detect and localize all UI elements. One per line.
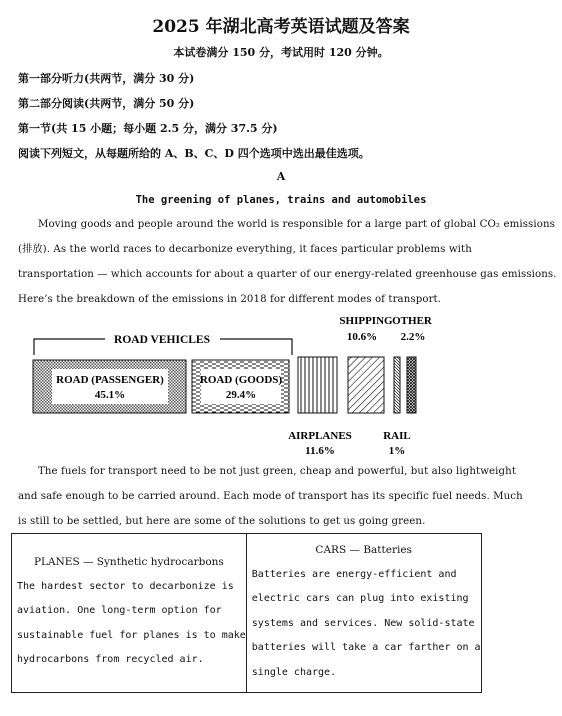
airplanes-value: 11.6% xyxy=(305,445,335,457)
shipping-label: SHIPPING xyxy=(339,315,393,327)
fuel-paragraph xyxy=(18,459,548,534)
cars-text xyxy=(247,563,481,686)
other-label: OTHER xyxy=(392,315,432,327)
rail-value: 1% xyxy=(388,445,406,457)
cars-line: batteries will take a car farther on a xyxy=(251,642,481,653)
fuel-line: is still to be settled, but here are some of the solutions to get us going green. xyxy=(18,516,426,527)
intro-line: Moving goods and people around the world is responsible for a large part of global CO₂ emissions xyxy=(38,219,555,230)
bar-road-passenger-label: ROAD (PASSENGER) xyxy=(56,374,164,386)
planes-cell xyxy=(12,534,247,693)
bar-road-passenger-value: 45.1% xyxy=(94,389,126,401)
emissions-chart xyxy=(0,305,562,460)
section-reading: 第二部分阅读(共两节，满分 50 分) xyxy=(18,97,195,110)
solutions-table xyxy=(11,533,482,693)
shipping-value: 10.6% xyxy=(346,331,378,343)
bar-other xyxy=(407,357,416,413)
road-vehicles-label: ROAD VEHICLES xyxy=(114,334,210,346)
rail-label: RAIL xyxy=(383,430,411,442)
bar-rail xyxy=(394,357,400,413)
cars-line: systems and services. New solid-state xyxy=(251,617,475,629)
intro-line: Here’s the breakdown of the emissions in 2018 for different modes of transport. xyxy=(18,294,442,305)
airplanes-label: AIRPLANES xyxy=(288,430,352,442)
cars-cell xyxy=(246,534,481,693)
cars-line: single charge. xyxy=(251,666,337,678)
cars-heading: CARS — Batteries xyxy=(315,544,412,556)
cars-line: Batteries are energy-efficient and xyxy=(251,568,457,580)
planes-heading: PLANES — Synthetic hydrocarbons xyxy=(33,556,224,568)
passage-title: The greening of planes, trains and automobiles xyxy=(135,194,427,206)
planes-line: The hardest sector to decarbonize is xyxy=(17,580,234,592)
bar-road-goods-label: ROAD (GOODS) xyxy=(199,374,283,386)
fuel-line: The fuels for transport need to be not just green, cheap and powerful, but also lightweight xyxy=(38,466,517,477)
bar-airplanes xyxy=(298,357,337,413)
bar-shipping xyxy=(348,357,384,413)
section-instructions: 阅读下列短文，从每题所给的 A、B、C、D 四个选项中选出最佳选项。 xyxy=(18,147,370,160)
intro-paragraph xyxy=(18,212,557,312)
cars-line: electric cars can plug into existing xyxy=(251,593,469,604)
other-value: 2.2% xyxy=(400,331,426,343)
planes-text xyxy=(12,575,246,673)
intro-line: (排放). As the world races to decarbonize everything, it faces particular problems with xyxy=(18,244,472,255)
section-part-one: 第一节(共 15 小题；每小题 2.5 分，满分 37.5 分) xyxy=(18,122,278,135)
planes-line: aviation. One long-term option for xyxy=(17,605,222,616)
fuel-line: and safe enough to be carried around. Each mode of transport has its specific fuel needs. Much xyxy=(18,491,523,502)
section-listening: 第一部分听力(共两节，满分 30 分) xyxy=(18,72,195,85)
exam-title: 2025 年湖北高考英语试题及答案 xyxy=(152,17,410,37)
passage-letter: A xyxy=(276,170,286,183)
planes-line: sustainable fuel for planes is to make xyxy=(17,629,246,641)
bar-road-goods-value: 29.4% xyxy=(225,389,257,401)
exam-subtitle: 本试卷满分 150 分，考试用时 120 分钟。 xyxy=(173,46,389,59)
planes-line: hydrocarbons from recycled air. xyxy=(17,654,204,665)
intro-line: transportation — which accounts for about a quarter of our energy-related greenhouse gas emissions. xyxy=(18,269,557,280)
